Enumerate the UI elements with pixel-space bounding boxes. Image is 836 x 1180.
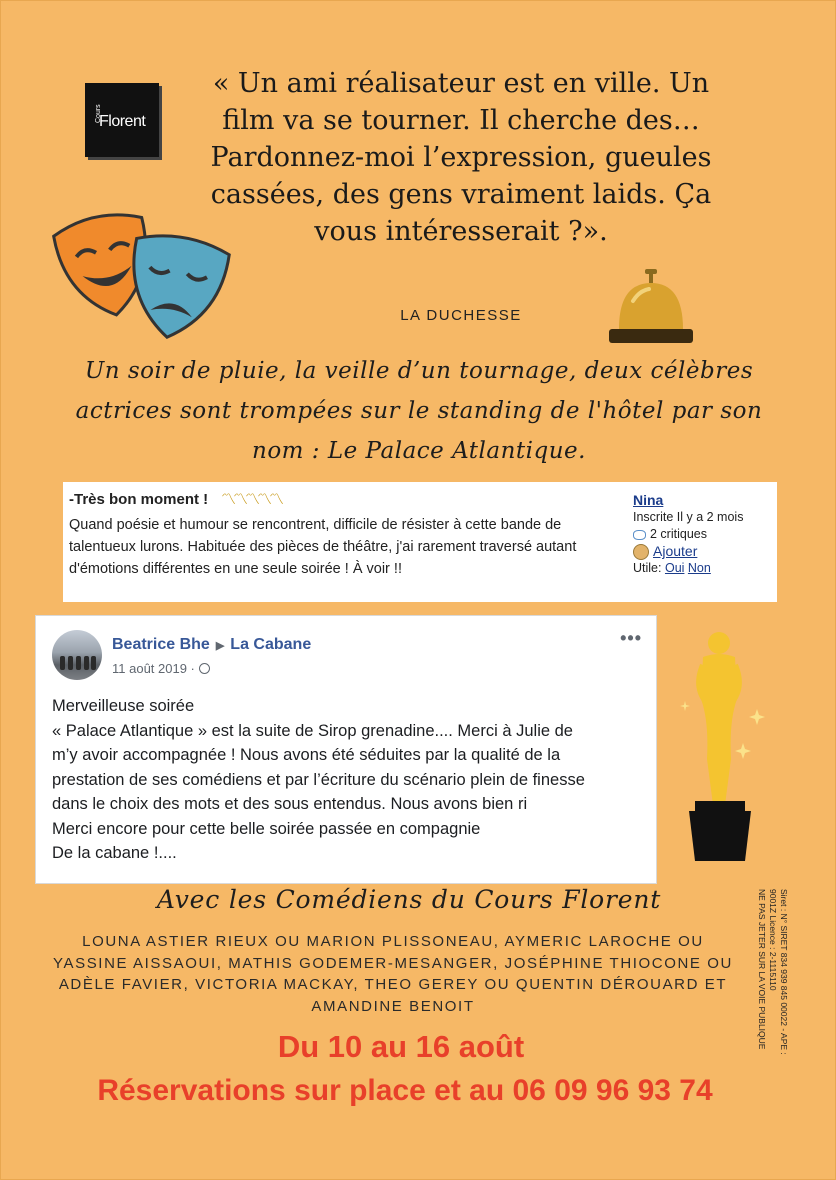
post-date-row [112,661,210,676]
reception-bell-icon [605,267,697,349]
post-place-link[interactable]: La Cabane [230,636,312,653]
facebook-post [35,615,657,884]
add-row [633,543,773,560]
post-line: m’y avoir accompagnée ! Nous avons été séduites par la qualité de la [52,746,561,764]
legal-line-siret: Siret : N° SIRET 834 939 845 00022 - APE : 9001Z Licence : 2-1115110 [768,889,789,1055]
critiques-row [633,526,773,543]
post-line: « Palace Atlantique » est la suite de Sirop grenadine.... Merci à Julie de [52,721,573,740]
legal-line-disposal: NE PAS JETER SUR LA VOIE PUBLIQUE [757,889,767,1050]
member-since: Inscrite Il y a 2 mois [633,510,744,524]
post-line: prestation de ses comédiens et par l’écriture du scénario plein de finesse [52,770,585,789]
add-user-icon [633,544,649,560]
post-text [52,694,642,866]
post-author-link[interactable]: Beatrice Bhe [112,636,210,653]
post-line: Merci encore pour cette belle soirée passée en compagnie [52,819,481,838]
reviewer-name[interactable]: Nina [633,492,664,508]
quote-author: LA DUCHESSE [400,307,522,324]
reservation-info: Réservations sur place et au 06 09 96 93 74 [97,1074,713,1107]
post-header [112,636,311,654]
logo-big-text: Florent [99,113,146,130]
useful-label: Utile: [633,561,662,575]
review-title: -Très bon moment ! [69,491,209,508]
show-dates: Du 10 au 16 août [277,1029,525,1064]
oscar-statuette-icon [673,629,769,865]
logo-small-text: Cours [95,104,102,123]
add-friend-link[interactable]: Ajouter [653,543,698,559]
more-options-icon[interactable]: ••• [620,628,642,648]
post-date[interactable]: 11 août 2019 · [112,661,195,676]
arrow-right-icon: ▶ [215,639,225,652]
useful-yes-link[interactable]: Oui [664,561,685,575]
review-body: Quand poésie et humour se rencontrent, difficile de résister à cette bande de talentueux lurons. Habituée des pièces de théâtre, j'ai rarement traversé autant d'émotions différentes en une seule soirée ! À voir !! [69,517,577,577]
cours-florent-logo [85,83,159,157]
speech-bubble-icon [633,530,646,540]
avatar[interactable] [52,630,102,680]
useful-no-link[interactable]: Non [687,561,711,575]
post-line: Merveilleuse soirée [52,697,195,715]
post-line: De la cabane !.... [52,844,177,862]
rating-icon: 〽〽〽〽〽 [221,491,282,508]
synopsis-text: Un soir de pluie, la veille d’un tournage, deux célèbres actrices sont trompées sur le standing de l'hôtel par son nom : Le Palace Atlantique. [75,358,763,464]
cast-names: LOUNA ASTIER RIEUX OU MARION PLISSONEAU, AYMERIC LAROCHE OU YASSINE AISSAOUI, MATHIS GODEMER-MESANGER, JOSÉPHINE THIOCONE OU ADÈLE FAVIER, VICTORIA MACKAY, THEO GEREY OU QUENTIN DÉROUARD ET AMANDINE BENOIT [53,933,733,1015]
critiques-count: 2 critiques [650,527,707,541]
post-line: dans le choix des mots et des sous entendus. Nous avons bien ri [52,795,528,813]
cast-title: Avec les Comédiens du Cours Florent [156,885,662,914]
quote-text: « Un ami réalisateur est en ville. Un film va se tourner. Il cherche des… Pardonnez-moi l’expression, gueules cassées, des gens vraiment laids. Ça vous intéresserait ?». [210,68,712,247]
reviewer-panel [633,492,773,577]
globe-icon [199,663,210,674]
review-card [63,482,777,602]
useful-row [633,560,773,577]
